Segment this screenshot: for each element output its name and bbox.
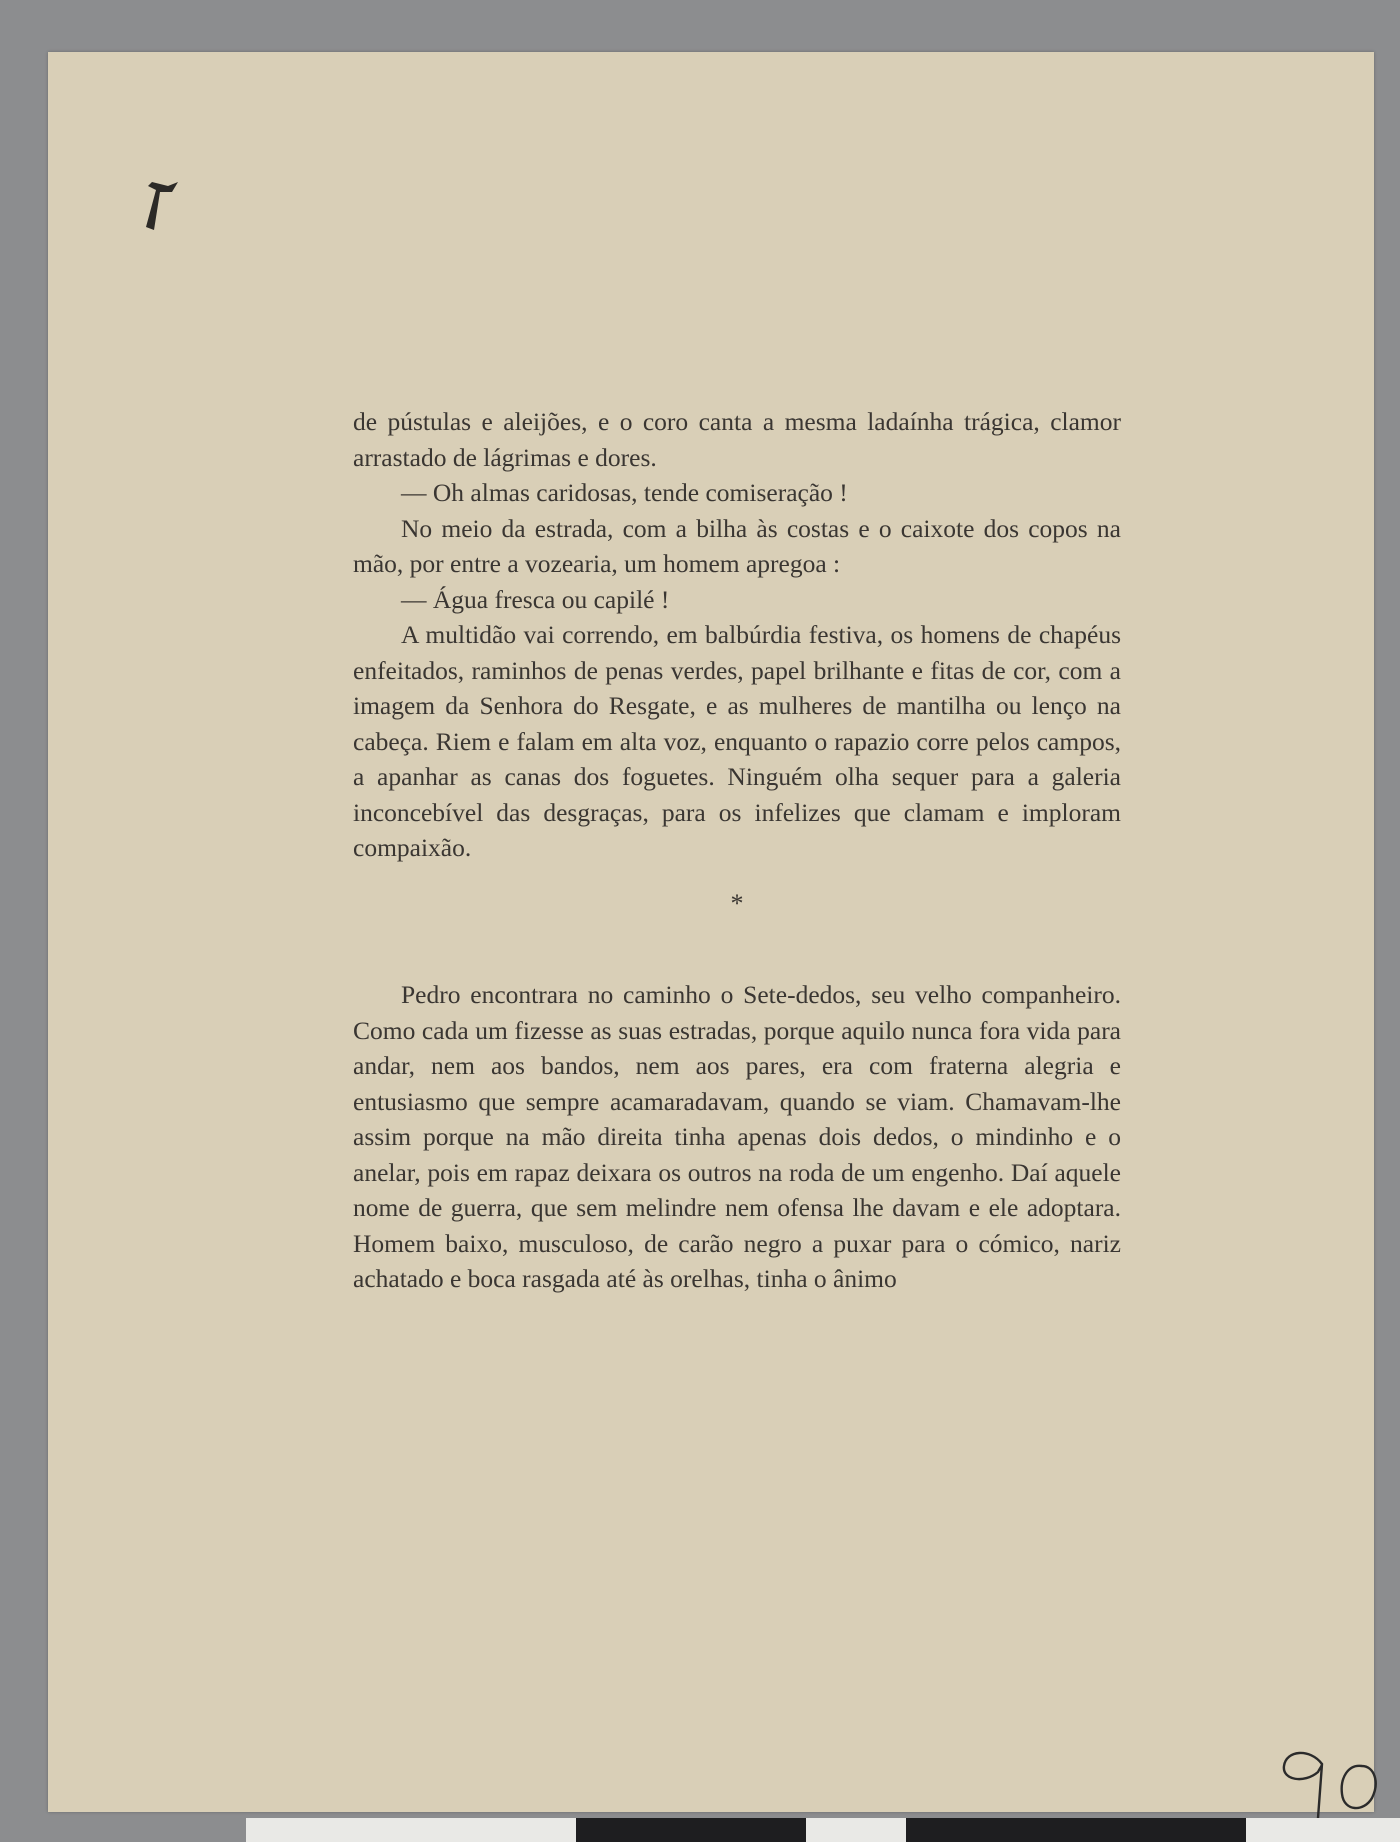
handwritten-page-number: [1270, 1742, 1390, 1822]
paragraph: — Oh almas caridosas, tende comiseração !: [401, 478, 848, 507]
paragraph: de pústulas e aleijões, e o coro canta a mesma ladaínha trágica, clamor arrastado de lágrimas e dores.: [353, 407, 1121, 472]
paragraph: A multidão vai correndo, em balbúrdia festiva, os homens de chapéus enfeitados, raminhos de penas verdes, papel brilhante e fitas de cor, com a imagem da Senhora do Resgate, e as mulheres de mantilha ou lenço na cabeça. Riem e falam em alta voz, enquanto o rapazio corre pelos campos, a apanhar as canas dos foguetes. Ninguém olha sequer para a galeria inconcebível das desgraças, para os infelizes que clamam e imploram compaixão.: [353, 620, 1121, 862]
paragraph: No meio da estrada, com a bilha às costas e o caixote dos copos na mão, por entre a vozearia, um homem apregoa :: [353, 513, 1121, 578]
ink-blot-mark: [138, 172, 178, 232]
ruler-dark-segment: [906, 1818, 1246, 1842]
ruler-dark-segment: [576, 1818, 806, 1842]
paragraph: — Água fresca ou capilé !: [401, 584, 670, 614]
scale-ruler: [246, 1818, 1400, 1842]
section-separator: *: [730, 888, 744, 918]
paragraph: Pedro encontrara no caminho o Sete-dedos, seu velho companheiro. Como cada um fizesse as suas estradas, porque aquilo nunca fora vida para andar, nem aos bandos, nem aos pares, era com fraterna alegria e entusiasmo que sempre acamaradavam, quando se viam. Chamavam-lhe assim porque na mão direita tinha apenas dois dedos, o mindinho e o anelar, pois em rapaz deixara os outros na roda de um engenho. Daí aquele nome de guerra, que sem melindre nem ofensa lhe davam e ele adoptara. Homem baixo, musculoso, de carão negro a puxar para o cómico, nariz achatado e boca rasgada até às orelhas, tinha o ânimo: [353, 980, 1121, 1293]
paper-sheet: [48, 52, 1374, 1812]
book-text: [353, 404, 1121, 1297]
